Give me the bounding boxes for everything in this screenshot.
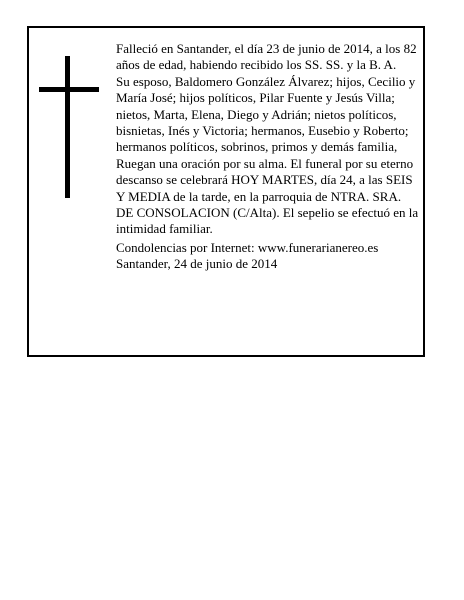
place-date-line: Santander, 24 de junio de 2014 (116, 256, 278, 272)
death-announcement: Falleció en Santander, el día 23 de junio de 2014, a los 82 años de edad, habiendo recibido los SS. SS. y la B. A. (116, 41, 417, 73)
funeral-details: Ruegan una oración por su alma. El funeral por su eterno descanso se celebrará HOY MARTES, día 24, a las SEIS Y MEDIA de la tarde, en la parroquia de NTRA. SRA. DE CONSOLACION (C/Alta). El sepelio se efectuó en la intimidad familiar. (116, 155, 419, 237)
cross-horizontal-bar (39, 87, 99, 92)
condolences-line: Condolencias por Internet: www.funerarianereo.es (116, 239, 379, 255)
obituary-notice (27, 26, 425, 357)
notice-body (116, 41, 421, 273)
cross-icon (39, 56, 99, 198)
family-list: Su esposo, Baldomero González Álvarez; hijos, Cecilio y María José; hijos políticos, Pilar Fuente y Jesús Villa; nietos, Marta, Elena, Diego y Adrián; nietos políticos, bisnietas, Inés y Victoria; hermanos, Eusebio y Roberto; hermanos políticos, sobrinos, primos y demás familia, (116, 73, 416, 155)
cross-vertical-bar (65, 56, 70, 198)
